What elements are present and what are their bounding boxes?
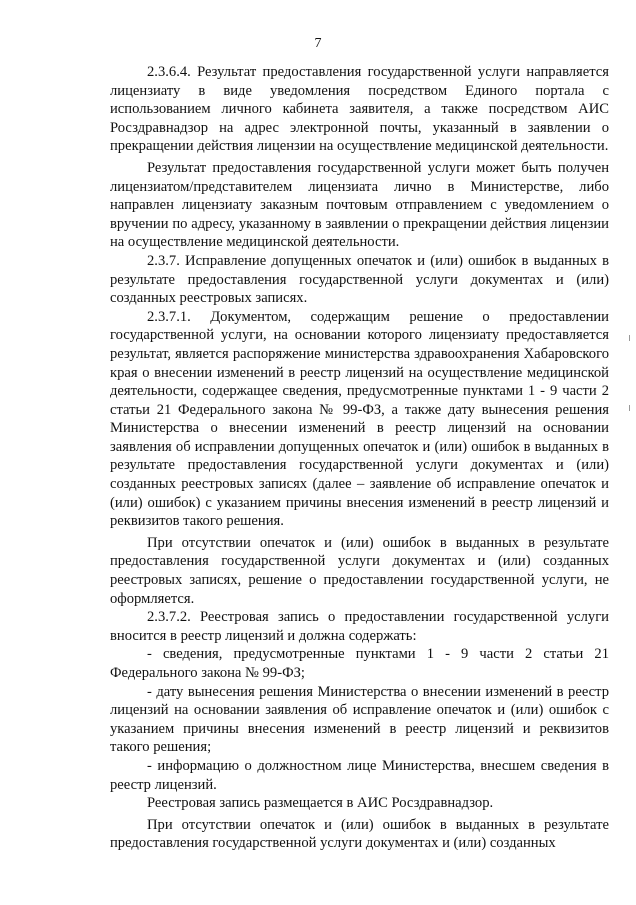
page-number: 7 xyxy=(314,36,322,51)
paragraph-2-3-6-4: 2.3.6.4. Результат предоставления государственной услуги направляется лицензиату в виде уведомления посредством Единого портала с использованием личного кабинета заявителя, а также посредством АИС Росздравнадзор на адрес электронной почты, указанный в заявлении о прекращении действия лицензии на осуществление медицинской деятельности. xyxy=(110,64,609,155)
paragraph-result-delivery: Результат предоставления государственной услуги может быть получен лицензиатом/представителем лицензиата лично в Министерстве, либо направлен лицензиату заказным почтовым отправлением с уведомлением о вручении по адресу, указанному в заявлении о прекращении действия лицензии на осуществление медицинской деятельности. xyxy=(110,159,609,251)
list-item-decision-date: - дату вынесения решения Министерства о внесении изменений в реестр лицензий на основании заявления об исправление опечаток и (или) ошибок с указанием причины внесения изменений в реестр лицензий и реквизитов такого решения; xyxy=(110,683,609,756)
paragraph-no-errors-continued: При отсутствии опечаток и (или) ошибок в выданных в результате предоставления государственной услуги документах и (или) созданных xyxy=(110,816,609,852)
list-item-information: - сведения, предусмотренные пунктами 1 - 9 части 2 статьи 21 Федерального закона № 99-ФЗ; xyxy=(110,646,609,681)
paragraph-2-3-7-1: 2.3.7.1. Документом, содержащим решение о предоставлении государственной услуги, на основании которого лицензиату предоставляется результат, является распоряжение министерства здравоохранения Хабаровского края о внесении изменений в реестр лицензий на осуществление медицинской деятельности, содержащее сведения, предусмотренные пунктами 1 - 9 части 2 статьи 21 Федерального закона № 99-ФЗ, а также дату вынесения решения Министерства о внесении изменений в реестр лицензий на основании заявления об исправлении допущенных опечаток и (или) ошибок в выданных в результате предоставления государственной услуги документах и (или) созданных реестровых записях (далее – заявление об исправление опечаток и (или) ошибок) с указанием причины внесения изменений в реестр лицензий и реквизитов такого решения. xyxy=(110,308,609,530)
paragraph-no-errors: При отсутствии опечаток и (или) ошибок в выданных в результате предоставления государственной услуги документах и (или) созданных реестровых записях, решение о предоставлении государственной услуги, не оформляется. xyxy=(110,534,609,607)
list-item-official: - информацию о должностном лице Министерства, внесшем сведения в реестр лицензий. xyxy=(110,757,609,793)
paragraph-2-3-7-2: 2.3.7.2. Реестровая запись о предоставлении государственной услуги вносится в реестр лицензий и должна содержать: xyxy=(110,609,609,644)
paragraph-registry-placement: Реестровая запись размещается в АИС Росздравнадзор. xyxy=(147,795,494,812)
document-body xyxy=(110,63,609,853)
paragraph-2-3-7: 2.3.7. Исправление допущенных опечаток и (или) ошибок в выданных в результате предоставления государственной услуги документах и (или) созданных реестровых записях. xyxy=(110,252,609,307)
scan-margin-mark xyxy=(629,405,630,411)
scan-margin-mark xyxy=(629,335,630,341)
